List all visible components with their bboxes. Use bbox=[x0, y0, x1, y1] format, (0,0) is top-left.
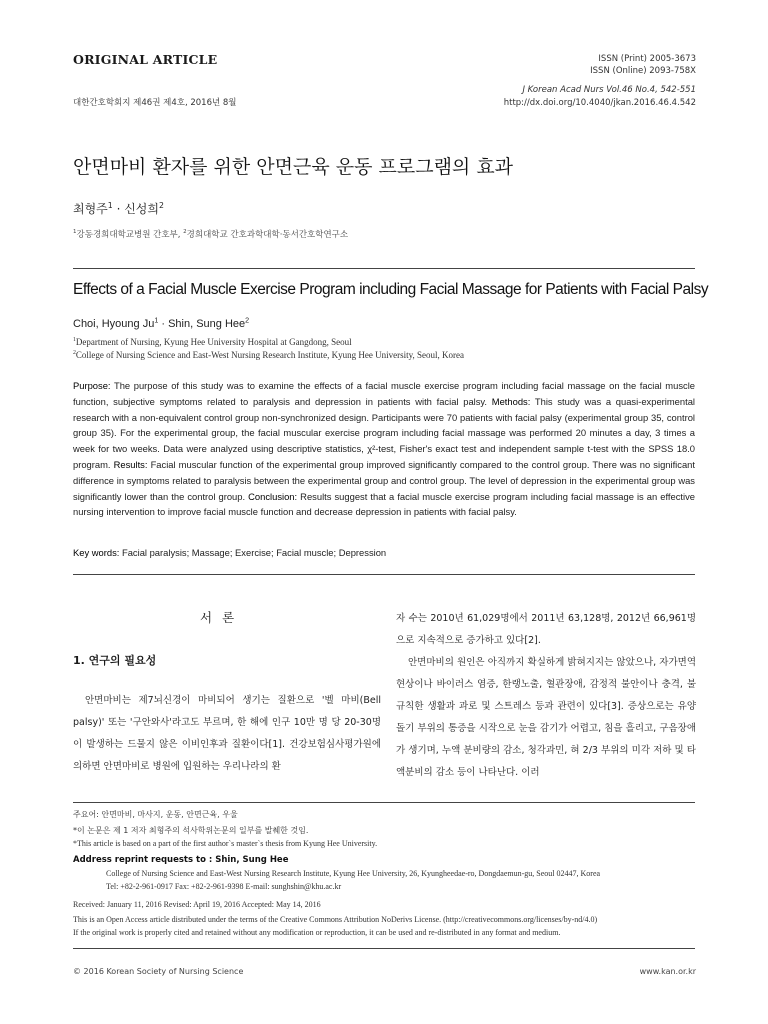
divider-footer bbox=[73, 948, 695, 949]
journal-citation: J Korean Acad Nurs Vol.46 No.4, 542-551 bbox=[522, 85, 696, 95]
keywords-text: Facial paralysis; Massage; Exercise; Facial muscle; Depression bbox=[119, 547, 387, 558]
results-label: Results: bbox=[110, 458, 148, 470]
korean-affiliations bbox=[73, 228, 348, 240]
body-right-paragraph-1: 자 수는 2010년 61,029명에서 2011년 63,128명, 2012년 66,961명으로 지속적으로 증가하고 있다[2]. bbox=[396, 613, 696, 646]
journal-korean-citation: 대한간호학회지 제46권 제4호, 2016년 8월 bbox=[73, 98, 237, 108]
results-text: Facial muscular function of the experimental group improved significantly compared to the control group. There was no significant difference in symptoms related to paralysis between the experimental group and control group. The level of depression in the experimental group was significantly lower than the control group. bbox=[73, 458, 695, 502]
korean-affil-2-sup: 2 bbox=[183, 229, 187, 236]
korean-title: 안면마비 환자를 위한 안면근육 운동 프로그램의 효과 bbox=[73, 156, 514, 178]
korean-author-1-sup: 1 bbox=[107, 201, 113, 210]
english-affil-1-sup: 1 bbox=[73, 337, 76, 343]
issn-block bbox=[590, 53, 696, 77]
korean-authors bbox=[73, 200, 164, 217]
purpose-text: The purpose of this study was to examine the effects of a facial muscle exercise program including facial massage on the facial muscle function, subjective symptoms related to paralysis and depression in patients with facial palsy. bbox=[73, 380, 695, 407]
english-author-1: Choi, Hyoung Ju bbox=[73, 318, 155, 330]
conclusion-label: Conclusion: bbox=[245, 490, 298, 502]
methods-text: This study was a quasi-experimental research with a non-equivalent control group non-synchronized design. Participants were 70 patients with facial palsy (experimental group 35, control group 35). For the experimental group, the facial muscular exercise program including facial massage was performed 20 minutes a day, 3 times a week for two weeks. Data were analyzed using descriptive statistics, χ²-test, Fisher's exact test and independent sample t-test with the SPSS 18.0 program. bbox=[73, 395, 696, 470]
english-author-1-sup: 1 bbox=[154, 316, 159, 325]
section-title: 서론 bbox=[200, 610, 245, 625]
korean-author-2-sup: 2 bbox=[158, 201, 164, 210]
english-affil-2-sup: 2 bbox=[73, 349, 76, 356]
korean-affil-2: 경희대학교 간호과학대학·동서간호학연구소 bbox=[186, 230, 349, 240]
received-dates: Received: January 11, 2016 Revised: April 19, 2016 Accepted: May 14, 2016 bbox=[73, 900, 321, 909]
english-author-2: Shin, Sung Hee bbox=[168, 318, 246, 330]
license-line-2: If the original work is properly cited and retained without any modification or reproduction, it can be used and re-distributed in any format and medium. bbox=[73, 927, 561, 937]
keywords-label: Key words: bbox=[73, 547, 120, 558]
license-text bbox=[73, 914, 713, 939]
body-right-column bbox=[396, 608, 696, 784]
subsection-title: 1. 연구의 필요성 bbox=[73, 654, 157, 667]
issn-print: ISSN (Print) 2005-3673 bbox=[598, 54, 696, 64]
english-affiliations bbox=[73, 336, 464, 361]
divider-footnotes bbox=[73, 802, 695, 803]
address-line: College of Nursing Science and East-West Nursing Research Institute, Kyung Hee University, 26, Kyungheedae-ro, Dongdaemun-gu, Seoul 02447, Korea bbox=[106, 869, 601, 878]
korean-affil-1-sup: 1 bbox=[73, 229, 77, 236]
english-title: Effects of a Facial Muscle Exercise Program including Facial Massage for Patients with Facial Palsy bbox=[73, 281, 709, 298]
english-authors bbox=[73, 318, 249, 330]
english-author-2-sup: 2 bbox=[245, 316, 250, 325]
purpose-label: Purpose: bbox=[73, 380, 111, 391]
methods-label: Methods: bbox=[487, 395, 531, 407]
doi-link[interactable]: http://dx.doi.org/10.4040/jkan.2016.46.4.542 bbox=[503, 97, 696, 108]
korean-author-1: 최형주 bbox=[73, 202, 108, 216]
english-affil-2: College of Nursing Science and East-West Nursing Research Institute, Kyung Hee University, Seoul, Korea bbox=[75, 349, 465, 360]
footnote-note-en: *This article is based on a part of the first author`s master`s thesis from Kyung Hee University. bbox=[73, 839, 378, 848]
contact-line: Tel: +82-2-961-0917 Fax: +82-2-961-9398 E-mail: sunghshin@khu.ac.kr bbox=[106, 881, 342, 891]
conclusion-text: Results suggest that a facial muscle exercise program including facial massage is an effective nursing intervention to improve facial muscle function and decrease depression in patients with facial palsy. bbox=[73, 490, 696, 518]
korean-author-2: 신성희 bbox=[124, 202, 159, 216]
english-affil-line-2 bbox=[73, 349, 464, 362]
author-separator: · bbox=[158, 318, 169, 330]
body-left-column: 안면마비는 제7뇌신경이 마비되어 생기는 질환으로 '벨 마비(Bell palsy)' 또는 '구안와사'라고도 부르며, 한 해에 인구 10만 명 당 20-30명이 발생하는 드물지 않은 이비인후과 질환이다[1]. 건강보험심사평가원에 의하면 안면마비로 병원에 입원하는 우리나라의 환 bbox=[73, 695, 381, 772]
body-right-paragraph-2: 안면마비의 원인은 아직까지 확실하게 밝혀지지는 않았으나, 자가면역 현상이나 바이러스 염증, 한랭노출, 혈관장애, 감정적 불안이나 충격, 불규칙한 생활과 과로 및 스트레스 등과 관련이 있다[3]. 증상으로는 유양돌기 부위의 통증을 시작으로 눈을 감기가 어렵고, 침을 흘리고, 구음장애가 생기며, 누액 분비량의 감소, 청각과민, 혀 2/3 부위의 미각 저하 및 타액분비의 감소 등이 나타난다. 이러 bbox=[396, 657, 696, 778]
website-link[interactable]: www.kan.or.kr bbox=[639, 967, 696, 976]
footnote-note-ko: *이 논문은 제 1 저자 최형주의 석사학위논문의 일부를 발췌한 것임. bbox=[73, 826, 309, 835]
abstract bbox=[73, 378, 695, 520]
copyright: © 2016 Korean Society of Nursing Science bbox=[73, 967, 244, 976]
keywords bbox=[73, 547, 386, 558]
divider-top bbox=[73, 268, 695, 269]
address-block bbox=[106, 868, 600, 893]
article-type-label: ORIGINAL ARTICLE bbox=[73, 52, 218, 67]
license-line-1: This is an Open Access article distributed under the terms of the Creative Commons Attribution NoDerivs License. (http://creativecommons.org/licenses/by-nd/4.0) bbox=[73, 915, 598, 924]
korean-affil-1: 강동경희대학교병원 간호부, bbox=[76, 230, 184, 240]
english-affil-line-1 bbox=[73, 336, 464, 349]
issn-online: ISSN (Online) 2093-758X bbox=[590, 66, 696, 76]
author-separator: · bbox=[112, 202, 125, 216]
journal-citation-block bbox=[504, 84, 696, 109]
address-label: Address reprint requests to : Shin, Sung Hee bbox=[73, 855, 289, 865]
footnote-keywords-ko: 주요어: 안면마비, 마사지, 운동, 안면근육, 우울 bbox=[73, 810, 238, 819]
divider-abstract bbox=[73, 574, 695, 575]
english-affil-1: Department of Nursing, Kyung Hee University Hospital at Gangdong, Seoul bbox=[75, 337, 352, 347]
